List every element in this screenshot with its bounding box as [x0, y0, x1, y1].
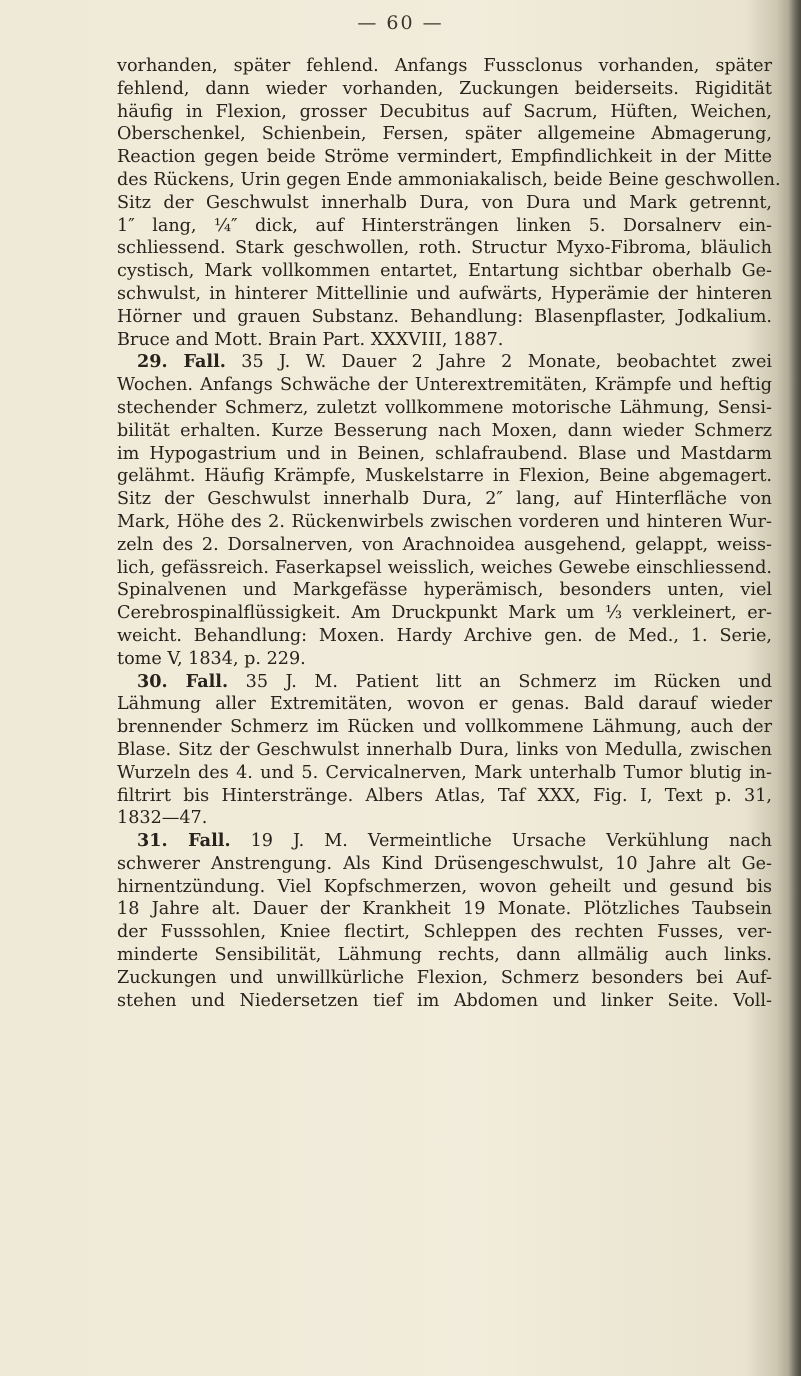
text-line [117, 101, 772, 124]
text-line [117, 944, 772, 967]
line-text: stechender Schmerz, zuletzt vollkommene motorische Lähmung, Sensi- [117, 397, 772, 418]
line-text: Sitz der Geschwulst innerhalb Dura, 2″ lang, auf Hinterfläche von [117, 489, 772, 510]
text-line [117, 443, 772, 466]
line-text: schwulst, in hinterer Mittellinie und aufwärts, Hyperämie der hinteren [117, 283, 772, 304]
text-line [117, 283, 772, 306]
text-line [117, 465, 772, 488]
line-text: im Hypogastrium und in Beinen, schlafraubend. Blase und Mastdarm [117, 443, 772, 464]
line-text: tome V, 1834, p. 229. [117, 648, 306, 669]
line-text: 35 J. M. Patient litt an Schmerz im Rücken und [245, 671, 773, 692]
line-text: des Rückens, Urin gegen Ende ammoniakalisch, beide Beine geschwollen. [117, 169, 781, 190]
text-line [117, 146, 772, 169]
text-line [117, 260, 772, 283]
text-line [117, 967, 772, 990]
text-line [117, 192, 772, 215]
line-text: Reaction gegen beide Ströme vermindert, Empfindlichkeit in der Mitte [117, 147, 772, 168]
text-line [117, 511, 772, 534]
line-text: Sitz der Geschwulst innerhalb Dura, von Dura und Mark getrennt, [117, 192, 772, 213]
line-text: vorhanden, später fehlend. Anfangs Fussclonus vorhanden, später [117, 56, 772, 76]
text-line [117, 648, 772, 671]
text-line [117, 898, 772, 921]
line-text: stehen und Niedersetzen tief im Abdomen und linker Seite. Voll- [117, 990, 772, 1011]
line-text: der Fusssohlen, Kniee flectirt, Schleppen des rechten Fusses, ver- [117, 922, 772, 943]
line-text: Zuckungen und unwillkürliche Flexion, Schmerz besonders bei Auf- [117, 967, 772, 988]
text-line [117, 693, 772, 716]
line-text: Oberschenkel, Schienbein, Fersen, später allgemeine Abmagerung, [117, 124, 772, 145]
text-line [117, 329, 772, 352]
line-text: zeln des 2. Dorsalnerven, von Arachnoidea ausgehend, gelappt, weiss- [117, 534, 772, 555]
body-text [117, 55, 781, 1012]
text-line [117, 876, 772, 899]
line-text: lich, gefässreich. Faserkapsel weisslich, weiches Gewebe einschliessend. [117, 557, 772, 578]
case-number: 31. Fall. [137, 830, 231, 852]
text-line [117, 990, 772, 1013]
line-text: minderte Sensibilität, Lähmung rechts, dann allmälig auch links. [117, 945, 772, 966]
text-line [117, 807, 772, 830]
line-text: 18 Jahre alt. Dauer der Krankheit 19 Monate. Plötzliches Taubsein [117, 899, 772, 920]
text-line [117, 785, 772, 808]
line-text: Wochen. Anfangs Schwäche der Unterextremitäten, Krämpfe und heftig [117, 375, 772, 396]
line-text: brennender Schmerz im Rücken und vollkommene Lähmung, auch der [117, 717, 772, 738]
text-line [117, 215, 772, 238]
page-edge [787, 0, 801, 1376]
line-text: schwerer Anstrengung. Als Kind Drüsengeschwulst, 10 Jahre alt Ge- [117, 853, 772, 874]
line-text: weicht. Behandlung: Moxen. Hardy Archive gen. de Med., 1. Serie, [117, 625, 772, 646]
line-text: häufig in Flexion, grosser Decubitus auf Sacrum, Hüften, Weichen, [117, 101, 772, 122]
text-line [117, 55, 772, 78]
text-line [117, 579, 772, 602]
text-line [117, 534, 772, 557]
line-text: bilität erhalten. Kurze Besserung nach Moxen, dann wieder Schmerz [117, 420, 772, 441]
case-heading-line [117, 351, 772, 374]
line-text: 1″ lang, ¼″ dick, auf Hintersträngen linken 5. Dorsalnerv ein- [117, 215, 772, 236]
text-line [117, 739, 772, 762]
line-text: 19 J. M. Vermeintliche Ursache Verkühlung nach [250, 831, 772, 852]
text-line [117, 397, 772, 420]
text-line [117, 853, 772, 876]
line-text: gelähmt. Häufig Krämpfe, Muskelstarre in Flexion, Beine abgemagert. [117, 466, 772, 487]
line-text: hirnentzündung. Viel Kopfschmerzen, wovon geheilt und gesund bis [117, 876, 772, 897]
line-text: cystisch, Mark vollkommen entartet, Entartung sichtbar oberhalb Ge- [117, 261, 772, 282]
text-line [117, 625, 772, 648]
line-text: Spinalvenen und Markgefässe hyperämisch, besonders unten, viel [117, 580, 772, 601]
text-line [117, 420, 772, 443]
line-text: Bruce and Mott. Brain Part. XXXVIII, 1887. [117, 329, 504, 350]
line-text: Mark, Höhe des 2. Rückenwirbels zwischen vorderen und hinteren Wur- [117, 511, 772, 532]
page-number: — 60 — [357, 12, 444, 34]
line-text: 35 J. W. Dauer 2 Jahre 2 Monate, beobachtet zwei [241, 352, 773, 373]
line-text: 1832—47. [117, 808, 208, 829]
line-text: Hörner und grauen Substanz. Behandlung: Blasenpflaster, Jodkalium. [117, 306, 772, 327]
case-number: 30. Fall. [137, 670, 229, 692]
case-number: 29. Fall. [137, 351, 226, 373]
line-text: Wurzeln des 4. und 5. Cervicalnerven, Mark unterhalb Tumor blutig in- [117, 762, 772, 783]
text-line [117, 306, 772, 329]
line-text: Cerebrospinalflüssigkeit. Am Druckpunkt Mark um ⅓ verkleinert, er- [117, 603, 772, 624]
line-text: filtrirt bis Hinterstränge. Albers Atlas, Taf XXX, Fig. I, Text p. 31, [117, 785, 772, 806]
text-line [117, 374, 772, 397]
line-text: fehlend, dann wieder vorhanden, Zuckungen beiderseits. Rigidität [117, 78, 772, 99]
text-line [117, 602, 772, 625]
text-line [117, 557, 772, 580]
line-text: Blase. Sitz der Geschwulst innerhalb Dura, links von Medulla, zwischen [117, 739, 772, 760]
text-line [117, 237, 772, 260]
text-line [117, 169, 781, 192]
line-text: schliessend. Stark geschwollen, roth. Structur Myxo-Fibroma, bläulich [117, 238, 772, 259]
text-line [117, 123, 772, 146]
text-line [117, 488, 772, 511]
line-text: Lähmung aller Extremitäten, wovon er genas. Bald darauf wieder [117, 694, 772, 715]
case-heading-line [117, 830, 772, 853]
text-line [117, 762, 772, 785]
case-heading-line [117, 671, 772, 694]
text-line [117, 78, 772, 101]
text-line [117, 921, 772, 944]
text-line [117, 716, 772, 739]
